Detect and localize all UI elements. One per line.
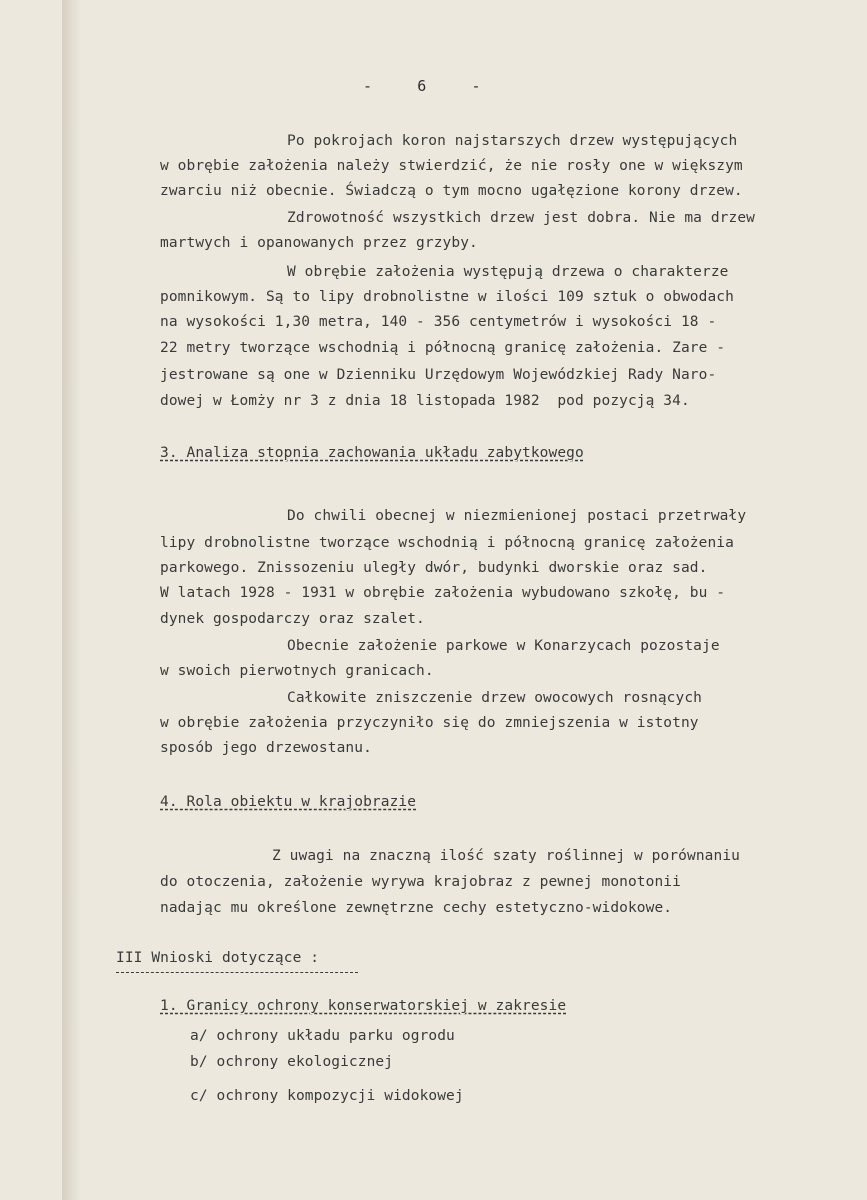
page-gutter-shadow	[62, 0, 80, 1200]
text-line: w obrębie założenia przyczyniło się do zmniejszenia w istotny	[160, 715, 699, 731]
text-line: w swoich pierwotnych granicach.	[160, 663, 434, 679]
list-item: a/ ochrony układu parku ogrodu	[190, 1028, 455, 1044]
text-line: lipy drobnolistne tworzące wschodnią i północną granicę założenia	[160, 535, 734, 551]
page-number: - 6 -	[363, 77, 481, 95]
section-heading-iii: III Wnioski dotyczące :	[116, 950, 320, 966]
list-item: b/ ochrony ekologicznej	[190, 1054, 394, 1070]
text-line: Po pokrojach koron najstarszych drzew występujących	[287, 133, 738, 149]
previous-page-edge	[0, 0, 63, 1200]
text-line: martwych i opanowanych przez grzyby.	[160, 235, 478, 251]
text-line: jestrowane są one w Dzienniku Urzędowym Wojewódzkiej Rady Naro-	[160, 367, 717, 383]
text-line: parkowego. Znissozeniu uległy dwór, budynki dworskie oraz sad.	[160, 560, 708, 576]
text-line: 22 metry tworzące wschodnią i północną granicę założenia. Zare -	[160, 340, 726, 356]
text-line: Z uwagi na znaczną ilość szaty roślinnej w porównaniu	[272, 848, 740, 864]
text-line: do otoczenia, założenie wyrywa krajobraz z pewnej monotonii	[160, 874, 681, 890]
text-line: w obrębie założenia należy stwierdzić, że nie rosły one w większym	[160, 158, 743, 174]
text-line: sposób jego drzewostanu.	[160, 740, 372, 756]
subsection-heading-1: 1. Granicy ochrony konserwatorskiej w zakresie	[160, 998, 567, 1014]
text-line: W obrębie założenia występują drzewa o charakterze	[287, 264, 729, 280]
text-line: nadając mu określone zewnętrzne cechy estetyczno-widokowe.	[160, 900, 673, 916]
text-line: pomnikowym. Są to lipy drobnolistne w ilości 109 sztuk o obwodach	[160, 289, 734, 305]
text-line: Obecnie założenie parkowe w Konarzycach pozostaje	[287, 638, 720, 654]
section-heading-4: 4. Rola obiektu w krajobrazie	[160, 794, 417, 810]
text-line: Zdrowotność wszystkich drzew jest dobra. Nie ma drzew	[287, 210, 755, 226]
text-line: dynek gospodarczy oraz szalet.	[160, 611, 425, 627]
text-line: Całkowite zniszczenie drzew owocowych rosnących	[287, 690, 702, 706]
list-item: c/ ochrony kompozycji widokowej	[190, 1088, 464, 1104]
text-line: Do chwili obecnej w niezmienionej postaci przetrwały	[287, 508, 747, 524]
text-line: W latach 1928 - 1931 w obrębie założenia wybudowano szkołę, bu -	[160, 585, 726, 601]
text-line: dowej w Łomży nr 3 z dnia 18 listopada 1982 pod pozycją 34.	[160, 393, 690, 409]
text-line: zwarciu niż obecnie. Świadczą o tym mocno ugałęzione korony drzew.	[160, 183, 743, 199]
section-heading-3: 3. Analiza stopnia zachowania układu zabytkowego	[160, 445, 584, 461]
heading-underline	[116, 972, 358, 973]
text-line: na wysokości 1,30 metra, 140 - 356 centymetrów i wysokości 18 -	[160, 314, 717, 330]
